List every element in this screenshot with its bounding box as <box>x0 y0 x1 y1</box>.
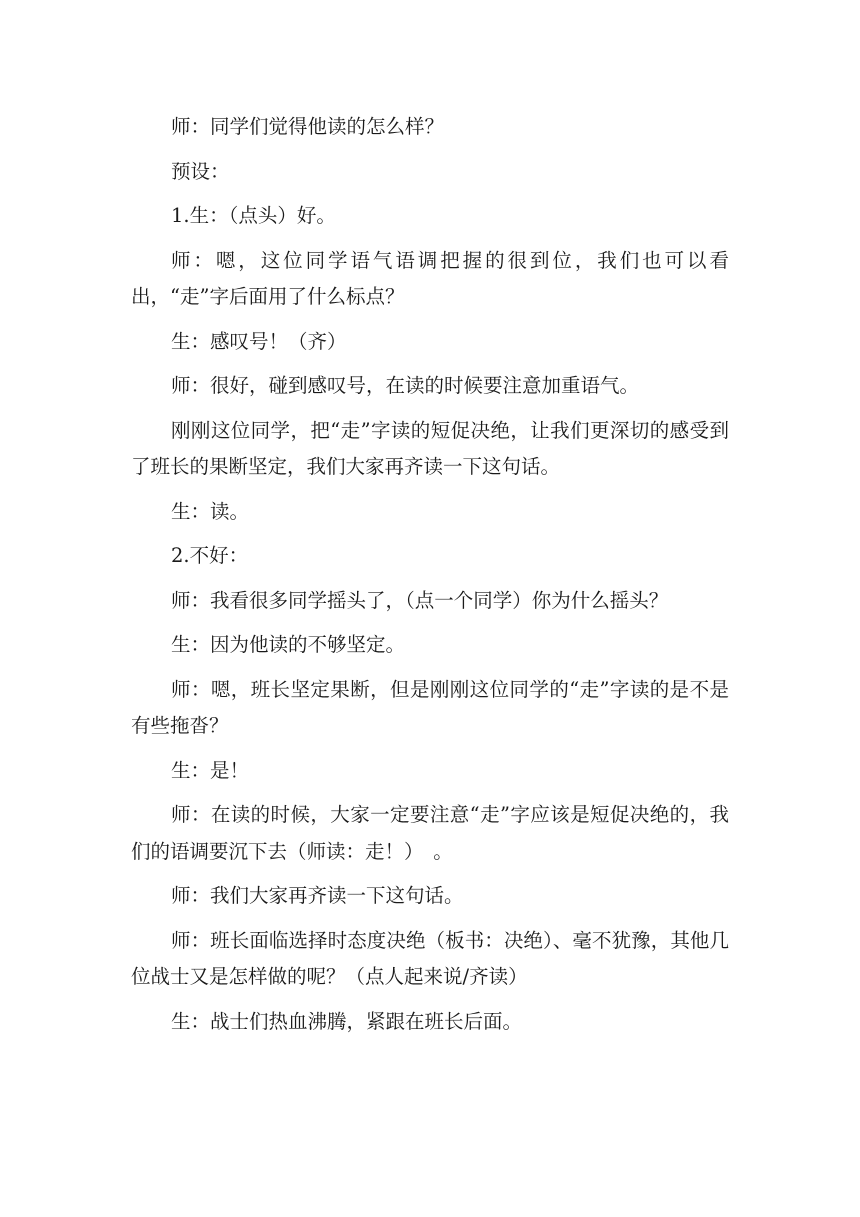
paragraph: 生：因为他读的不够坚定。 <box>171 633 406 656</box>
paragraph: 师：嗯，这位同学语气语调把握的很到位，我们也可以看出，“走”字后面用了什么标点？ <box>131 248 729 308</box>
paragraph: 刚刚这位同学，把“走”字读的短促决绝，让我们更深切的感受到了班长的果断坚定，我们大家再齐读一下这句话。 <box>131 418 729 478</box>
paragraph: 1.生：（点头）好。 <box>171 204 336 227</box>
paragraph: 生：感叹号！（齐） <box>171 329 347 353</box>
paragraph: 生：读。 <box>171 499 250 523</box>
paragraph: 预设： <box>171 159 230 183</box>
paragraph: 师：我看很多同学摇头了，（点一个同学）你为什么摇头？ <box>171 588 669 612</box>
paragraph: 师：很好，碰到感叹号，在读的时候要注意加重语气。 <box>171 374 640 397</box>
paragraph: 师：同学们觉得他读的怎么样？ <box>171 115 445 138</box>
paragraph: 生：战士们热血沸腾，紧跟在班长后面。 <box>171 1009 523 1033</box>
paragraph: 2.不好： <box>171 544 249 567</box>
paragraph: 师：班长面临选择时态度决绝（板书：决绝）、毫不犹豫，其他几位战士又是怎样做的呢？（点人起来说/齐读） <box>131 928 729 988</box>
paragraph: 师：在读的时候，大家一定要注意“走”字应该是短促决绝的，我们的语调要沉下去（师读：走！） 。 <box>131 803 729 863</box>
paragraph: 生：是！ <box>171 758 250 782</box>
paragraph: 师：我们大家再齐读一下这句话。 <box>171 884 464 907</box>
document-body <box>131 109 729 1048</box>
paragraph: 师：嗯，班长坚定果断，但是刚刚这位同学的“走”字读的是不是有些拖沓？ <box>131 677 729 737</box>
